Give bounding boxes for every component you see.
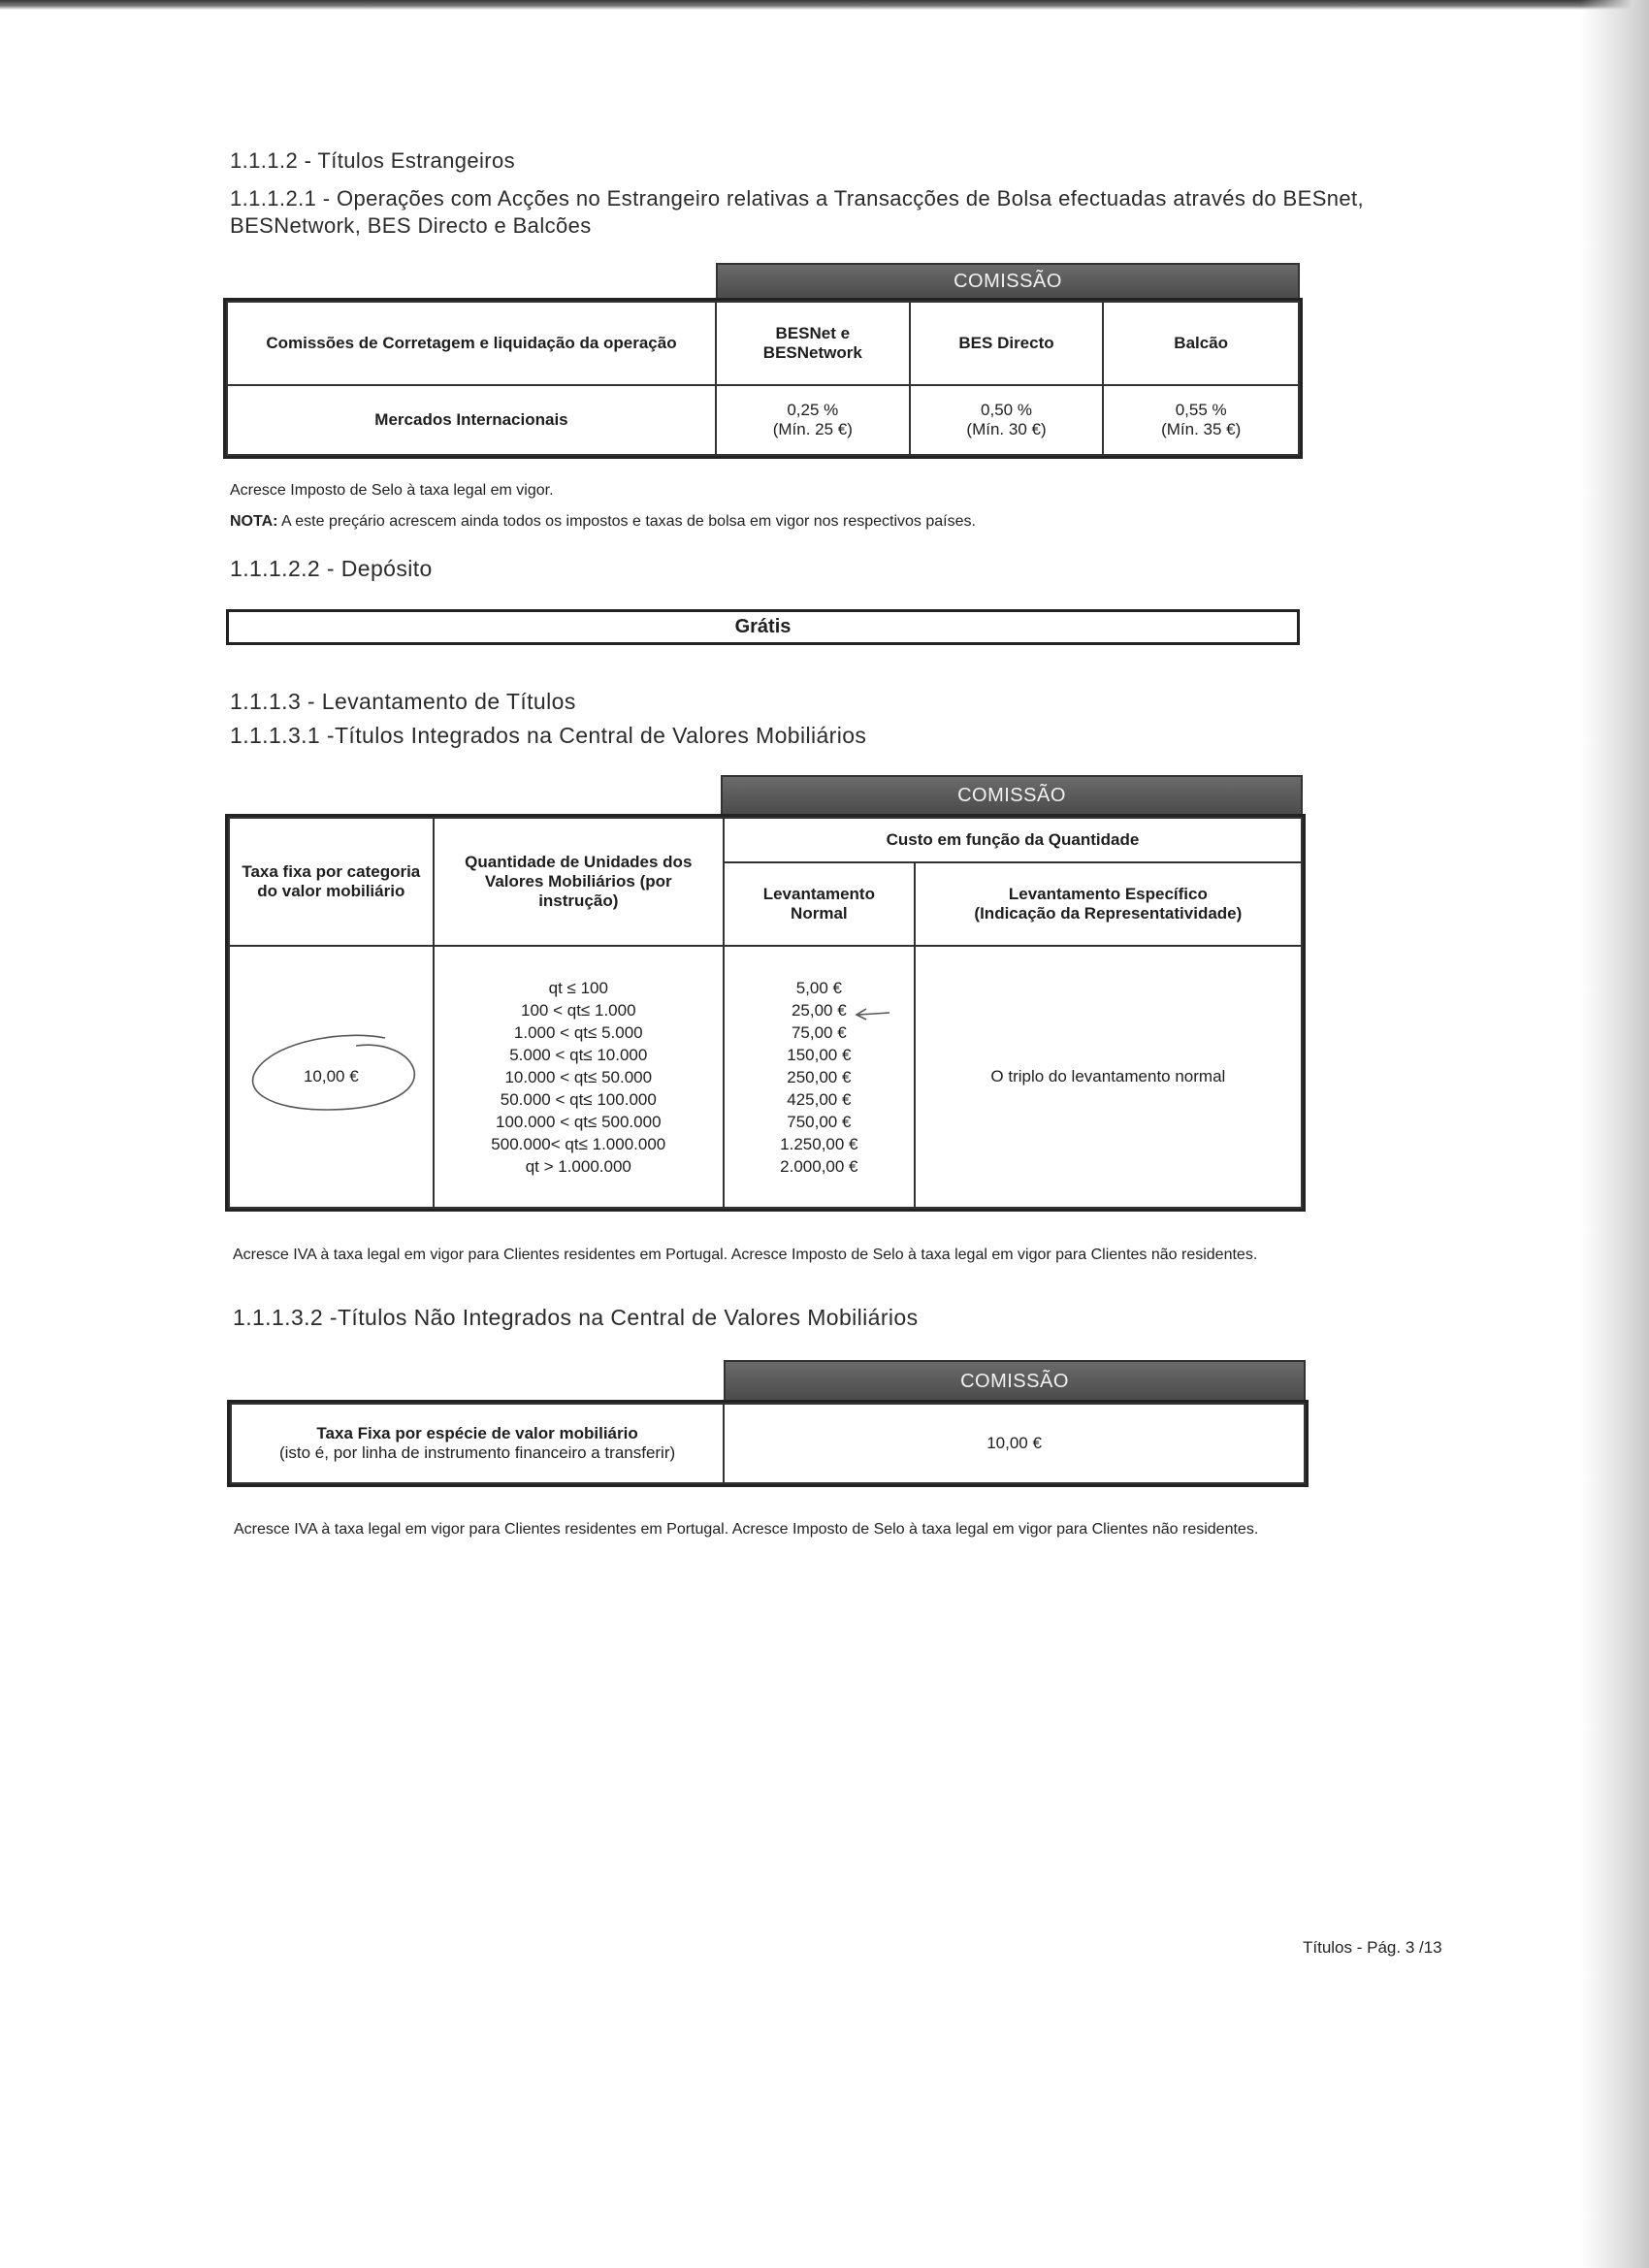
scan-top-edge xyxy=(0,0,1649,10)
normal-cost: 5,00 € xyxy=(795,978,842,997)
note-precario xyxy=(230,513,976,531)
col-header-quantidade xyxy=(434,818,724,946)
comissao-band-3: COMISSÃO xyxy=(724,1360,1306,1403)
col-header-bes-directo: BES Directo xyxy=(910,302,1104,385)
quantity-ranges-cell xyxy=(434,946,724,1208)
normal-cost: 750,00 € xyxy=(787,1112,852,1131)
normal-cost: 25,00 € xyxy=(791,1000,847,1020)
subheading-nao-integrados: 1.1.1.3.2 -Títulos Não Integrados na Central de Valores Mobiliários xyxy=(233,1305,919,1330)
row-label-mercados: Mercados Internacionais xyxy=(227,385,716,455)
comissao-band-2: COMISSÃO xyxy=(721,775,1303,817)
fixed-fee-label-cell xyxy=(231,1404,724,1483)
fee-besnet-min: (Mín. 25 €) xyxy=(772,420,853,438)
normal-cost: 2.000,00 € xyxy=(780,1156,858,1176)
quantity-range: 50.000 < qt≤ 100.000 xyxy=(500,1089,657,1109)
fixed-fee-label-line1: Taxa Fixa por espécie de valor mobiliário xyxy=(316,1424,638,1442)
fixed-fee-value: 10,00 € xyxy=(303,1067,359,1085)
note-text: A este preçário acrescem ainda todos os impostos e taxas de bolsa em vigor nos respectivos países. xyxy=(277,513,976,530)
col-header-taxa-fixa xyxy=(229,818,434,946)
col-header-normal-line2: Normal xyxy=(791,904,848,923)
section-heading-levantamento: 1.1.1.3 - Levantamento de Títulos xyxy=(230,689,576,714)
fee-balcao xyxy=(1103,385,1299,455)
col-header-especifico-line2: (Indicação da Representatividade) xyxy=(974,904,1243,923)
section-heading-deposito: 1.1.1.2.2 - Depósito xyxy=(230,556,433,581)
col-header-normal-line1: Levantamento xyxy=(762,885,875,903)
normal-cost: 150,00 € xyxy=(787,1045,852,1064)
normal-cost: 425,00 € xyxy=(787,1089,852,1109)
handwritten-arrow-annotation xyxy=(853,1007,891,1022)
fixed-fee-label-line2: (isto é, por linha de instrumento financeiro a transferir) xyxy=(278,1443,676,1462)
col-header-quantidade-line3: instrução) xyxy=(538,891,619,910)
col-header-besnet-line2: BESNetwork xyxy=(762,343,862,362)
col-header-besnet xyxy=(716,302,910,385)
quantity-range: 10.000 < qt≤ 50.000 xyxy=(504,1067,653,1086)
deposito-value-box: Grátis xyxy=(226,609,1300,645)
col-header-levantamento-especifico xyxy=(915,862,1302,946)
note-iva-nao-integrados: Acresce IVA à taxa legal em vigor para Clientes residentes em Portugal. Acresce Imposto de Selo à taxa legal em vigor para Clientes não residentes. xyxy=(234,1521,1259,1538)
comissao-band-1: COMISSÃO xyxy=(716,263,1300,301)
page-number: Títulos - Pág. 3 /13 xyxy=(1303,1938,1442,1957)
note-iva-integrados: Acresce IVA à taxa legal em vigor para Clientes residentes em Portugal. Acresce Imposto de Selo à taxa legal em vigor para Clientes não residentes. xyxy=(233,1247,1258,1263)
brokerage-fees-table xyxy=(226,301,1300,456)
normal-cost: 250,00 € xyxy=(787,1067,852,1086)
quantity-range: 100.000 < qt≤ 500.000 xyxy=(496,1112,662,1131)
col-header-besnet-line1: BESNet e xyxy=(775,324,851,342)
col-header-quantidade-line2: Valores Mobiliários (por xyxy=(484,872,672,891)
col-header-levantamento-normal xyxy=(724,862,915,946)
quantity-range: 100 < qt≤ 1.000 xyxy=(521,1000,636,1020)
fee-bes-directo xyxy=(910,385,1104,455)
quantity-range: 5.000 < qt≤ 10.000 xyxy=(509,1045,648,1064)
row-header-comissoes: Comissões de Corretagem e liquidação da operação xyxy=(227,302,716,385)
fixed-fee-value-cell: 10,00 € xyxy=(724,1404,1305,1483)
normal-cost: 1.250,00 € xyxy=(780,1134,858,1153)
subheading-operacoes-line2: BESNetwork, BES Directo e Balcões xyxy=(230,213,592,238)
col-header-taxa-fixa-line2: do valor mobiliário xyxy=(257,882,405,900)
non-integrated-fees-table xyxy=(230,1403,1306,1484)
group-header-custo: Custo em função da Quantidade xyxy=(724,818,1302,862)
quantity-range: 500.000< qt≤ 1.000.000 xyxy=(491,1134,666,1153)
note-label: NOTA: xyxy=(230,513,278,530)
normal-cost: 75,00 € xyxy=(791,1022,847,1042)
col-header-quantidade-line1: Quantidade de Unidades dos xyxy=(465,853,693,871)
quantity-range: 1.000 < qt≤ 5.000 xyxy=(513,1022,643,1042)
withdrawal-fees-table xyxy=(228,817,1303,1209)
quantity-range: qt > 1.000.000 xyxy=(525,1156,631,1176)
scan-right-shadow xyxy=(1581,0,1649,2268)
specific-cost-cell: O triplo do levantamento normal xyxy=(915,946,1302,1208)
section-heading-titulos-estrangeiros: 1.1.1.2 - Títulos Estrangeiros xyxy=(230,148,516,173)
subheading-operacoes-line1: 1.1.1.2.1 - Operações com Acções no Estrangeiro relativas a Transacções de Bolsa efectuadas através do BESnet, xyxy=(230,186,1365,211)
col-header-balcao: Balcão xyxy=(1103,302,1299,385)
fee-besnet-pct: 0,25 % xyxy=(787,401,839,419)
normal-costs-cell xyxy=(724,946,915,1208)
quantity-range: qt ≤ 100 xyxy=(548,978,608,997)
fee-besnet xyxy=(716,385,910,455)
subheading-integrados: 1.1.1.3.1 -Títulos Integrados na Central de Valores Mobiliários xyxy=(230,723,867,748)
fee-balcao-min: (Mín. 35 €) xyxy=(1161,420,1242,438)
fee-balcao-pct: 0,55 % xyxy=(1175,401,1227,419)
col-header-taxa-fixa-line1: Taxa fixa por categoria xyxy=(242,862,421,881)
note-imposto-selo: Acresce Imposto de Selo à taxa legal em vigor. xyxy=(230,482,554,499)
fee-bes-directo-pct: 0,50 % xyxy=(981,401,1032,419)
fixed-fee-cell xyxy=(229,946,434,1208)
col-header-especifico-line1: Levantamento Específico xyxy=(1008,885,1208,903)
fee-bes-directo-min: (Mín. 30 €) xyxy=(966,420,1047,438)
